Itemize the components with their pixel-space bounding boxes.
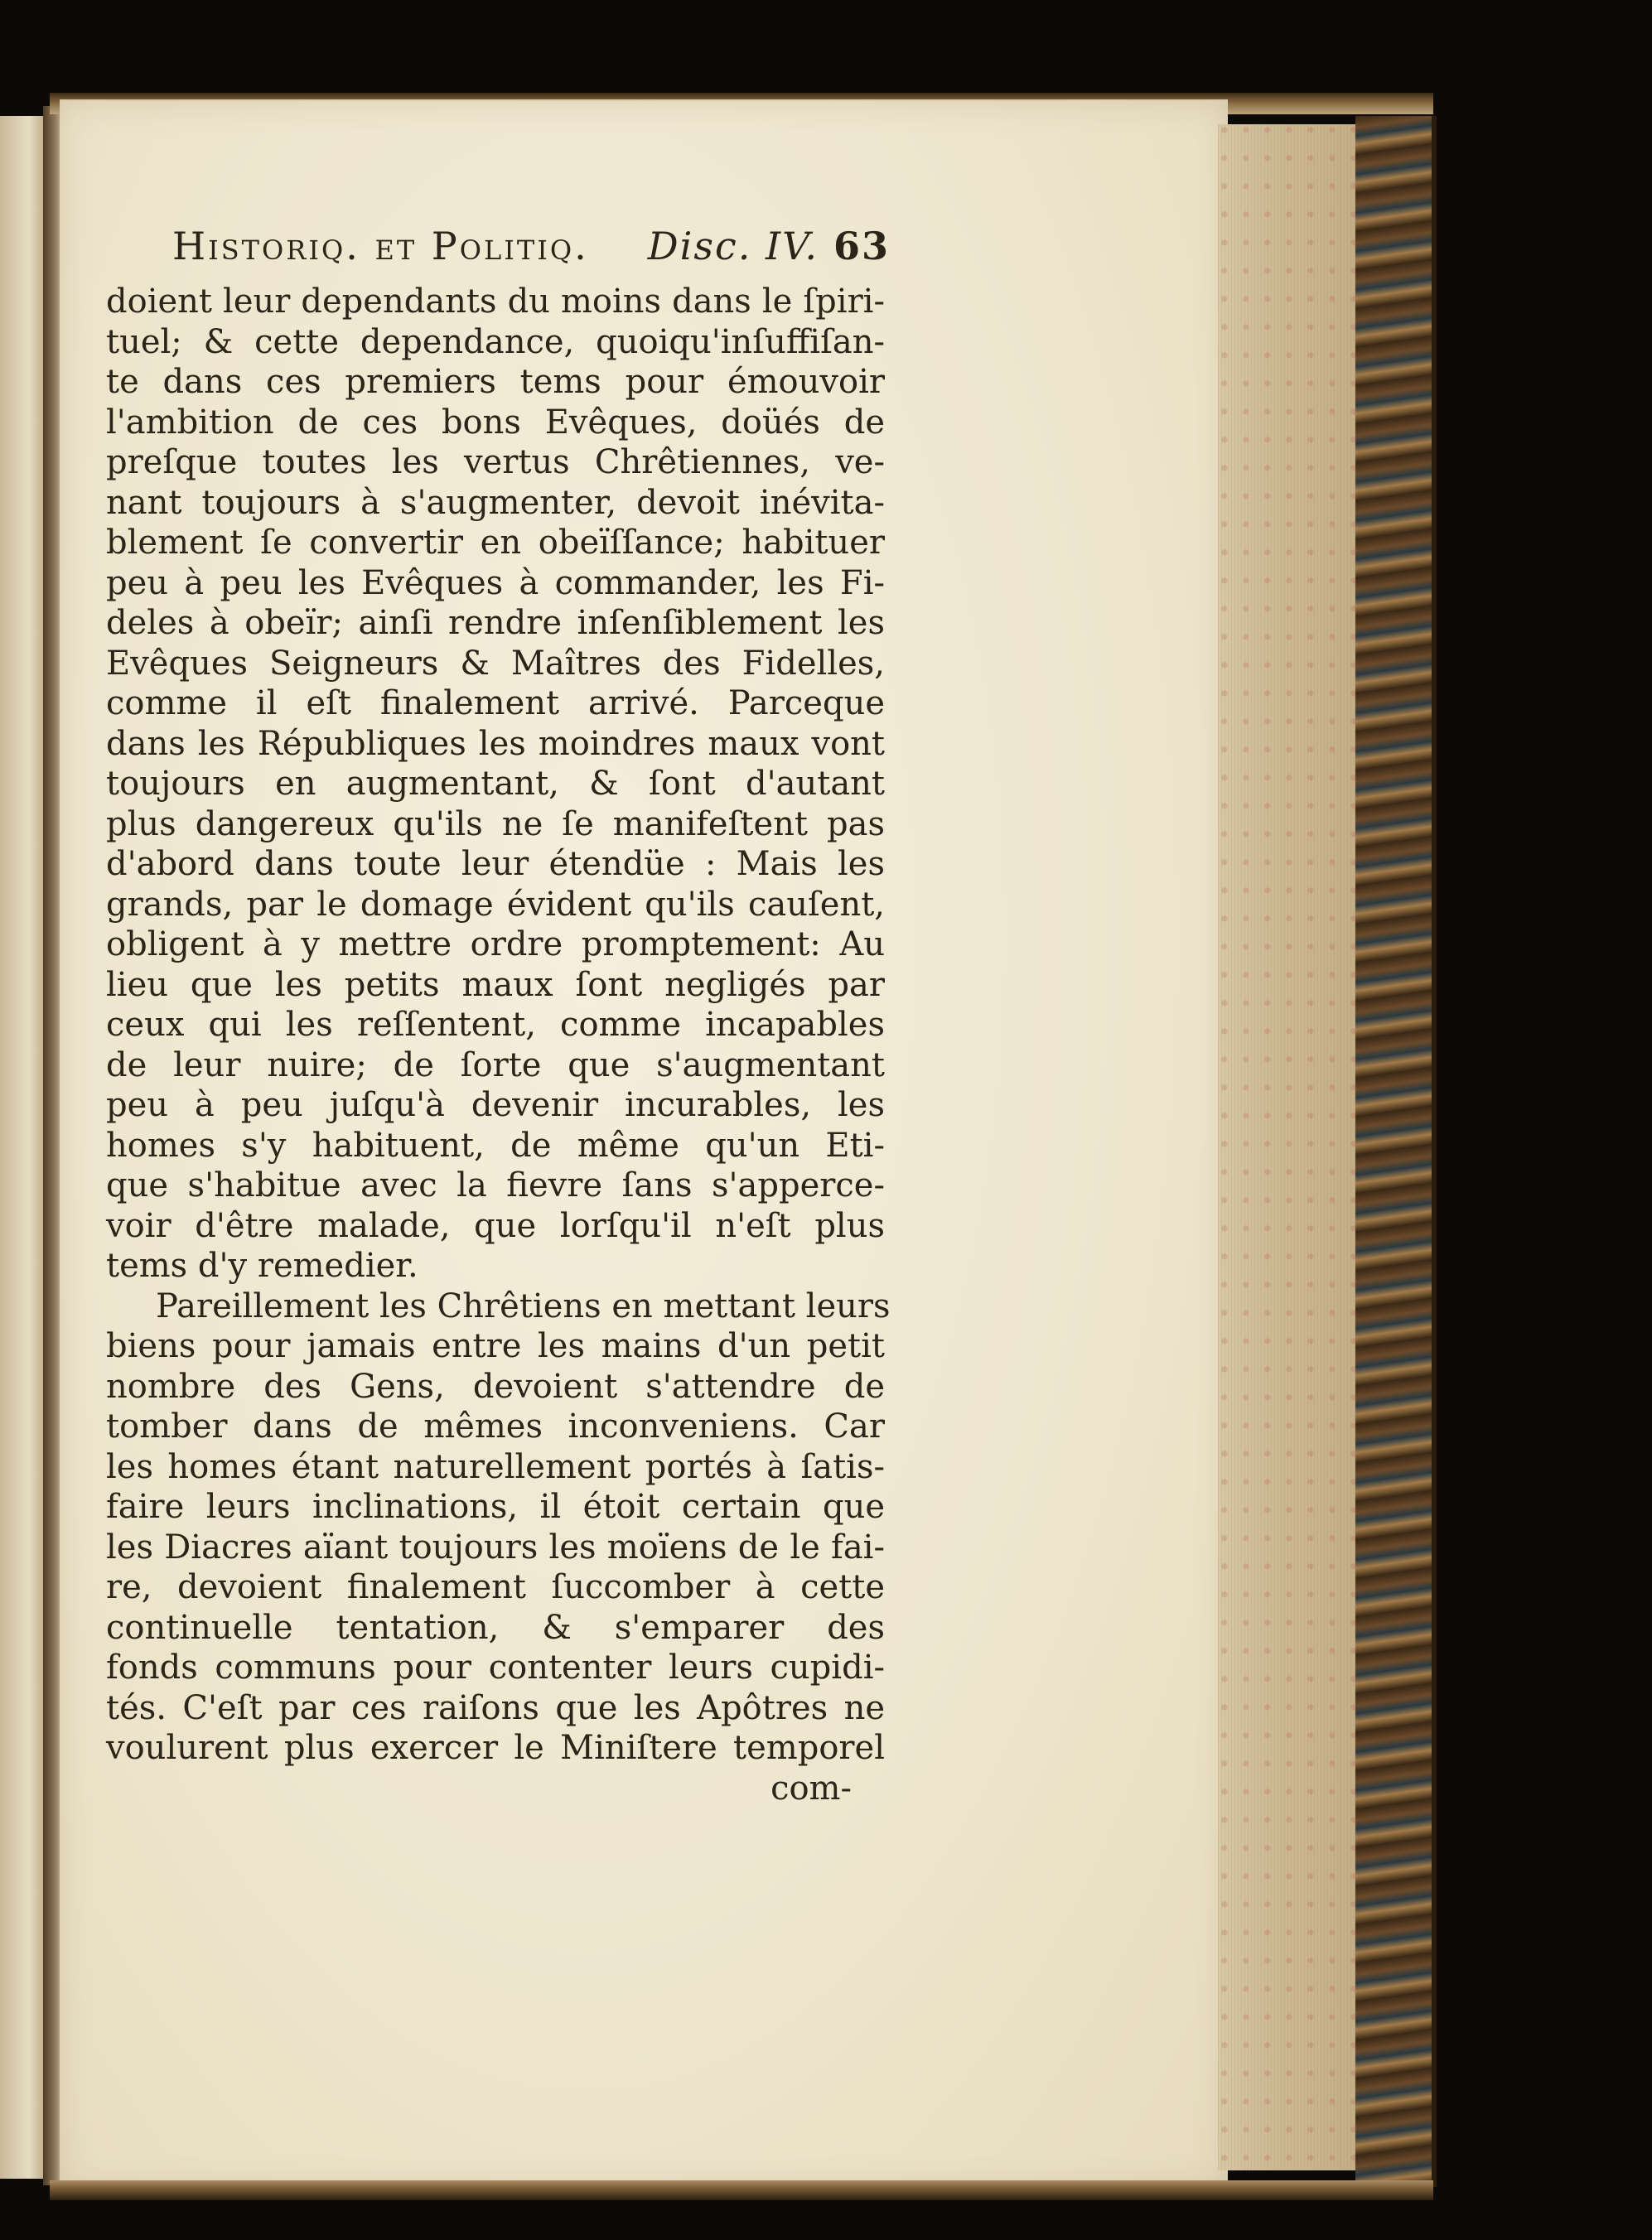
catchword: com- bbox=[770, 1769, 852, 1808]
paragraph-1 bbox=[106, 282, 885, 1287]
text-line: te dans ces premiers tems pour émouvoir bbox=[106, 363, 885, 401]
text-line: preſque toutes les vertus Chrêtiennes, ve- bbox=[106, 443, 885, 481]
text-line: Evêques Seigneurs & Maîtres des Fidelles, bbox=[106, 644, 885, 683]
section-label: Disc. IV. bbox=[647, 224, 819, 268]
running-header bbox=[106, 224, 890, 282]
text-line: Pareillement les Chrêtiens en mettant leurs bbox=[156, 1287, 891, 1325]
text-line: grands, par le domage évident qu'ils cauſent, bbox=[106, 885, 885, 924]
text-line: tés. C'eſt par ces raiſons que les Apôtres ne bbox=[106, 1688, 885, 1727]
text-line: de leur nuire; de ſorte que s'augmentant bbox=[106, 1045, 885, 1084]
running-title: Historiq. et Politiq. bbox=[172, 224, 589, 268]
text-line: fonds communs pour contenter leurs cupidi- bbox=[106, 1649, 885, 1687]
text-line: plus dangereux qu'ils ne ſe manifeſtent pas bbox=[106, 804, 885, 843]
text-line: blement ſe convertir en obeïſſance; habituer bbox=[106, 524, 885, 562]
text-line: comme il eſt finalement arrivé. Parceque bbox=[106, 684, 885, 722]
text-line: toujours en augmentant, & ſont d'autant bbox=[106, 765, 885, 803]
text-line: tems d'y remedier. bbox=[106, 1247, 418, 1285]
text-line: l'ambition de ces bons Evêques, doüés de bbox=[106, 403, 885, 442]
text-line: ceux qui les reſſentent, comme incapables bbox=[106, 1006, 885, 1044]
text-line: tomber dans de mêmes inconveniens. Car bbox=[106, 1407, 885, 1446]
page-text-block bbox=[106, 224, 891, 1808]
text-line: peu à peu juſqu'à devenir incurables, les bbox=[106, 1086, 885, 1124]
text-line: nombre des Gens, devoient s'attendre de bbox=[106, 1367, 885, 1406]
text-line: les Diacres aïant toujours les moïens de le fai- bbox=[106, 1528, 885, 1567]
text-line: tuel; & cette dependance, quoiqu'inſuffiſan- bbox=[106, 322, 885, 361]
text-line: homes s'y habituent, de même qu'un Eti- bbox=[106, 1126, 885, 1165]
paragraph-2 bbox=[106, 1287, 891, 1769]
text-line: biens pour jamais entre les mains d'un petit bbox=[106, 1327, 885, 1365]
text-line: dans les Républiques les moindres maux vont bbox=[106, 724, 885, 763]
text-line: lieu que les petits maux ſont negligés par bbox=[106, 965, 885, 1004]
text-line: continuelle tentation, & s'emparer des bbox=[106, 1608, 885, 1647]
text-line: que s'habitue avec la fievre ſans s'apperce- bbox=[106, 1166, 885, 1204]
left-page-edge bbox=[0, 116, 48, 2179]
text-line: nant toujours à s'augmenter, devoit inévita- bbox=[106, 483, 885, 522]
page-fore-edge bbox=[1218, 124, 1359, 2170]
text-line: les homes étant naturellement portés à ſatis- bbox=[106, 1447, 885, 1486]
cover-bottom-edge bbox=[50, 2180, 1433, 2200]
text-line: re, devoient finalement ſuccomber à cette bbox=[106, 1568, 885, 1606]
header-right bbox=[648, 224, 890, 268]
text-line: voir d'être malade, que lorſqu'il n'eſt plus bbox=[106, 1206, 885, 1245]
text-line: deles à obeïr; ainſi rendre inſenſiblement les bbox=[106, 604, 885, 642]
text-line: doient leur dependants du moins dans le ſpiri- bbox=[106, 282, 885, 321]
text-line: d'abord dans toute leur étendüe : Mais les bbox=[106, 845, 885, 883]
marbled-cover-edge bbox=[1355, 116, 1437, 2187]
page-number: 63 bbox=[833, 224, 890, 268]
text-line: voulurent plus exercer le Miniſtere temporel bbox=[106, 1729, 885, 1767]
text-line: faire leurs inclinations, il étoit certain que bbox=[106, 1488, 885, 1526]
text-line: peu à peu les Evêques à commander, les Fi- bbox=[106, 563, 885, 602]
text-line: obligent à y mettre ordre promptement: Au bbox=[106, 925, 885, 963]
